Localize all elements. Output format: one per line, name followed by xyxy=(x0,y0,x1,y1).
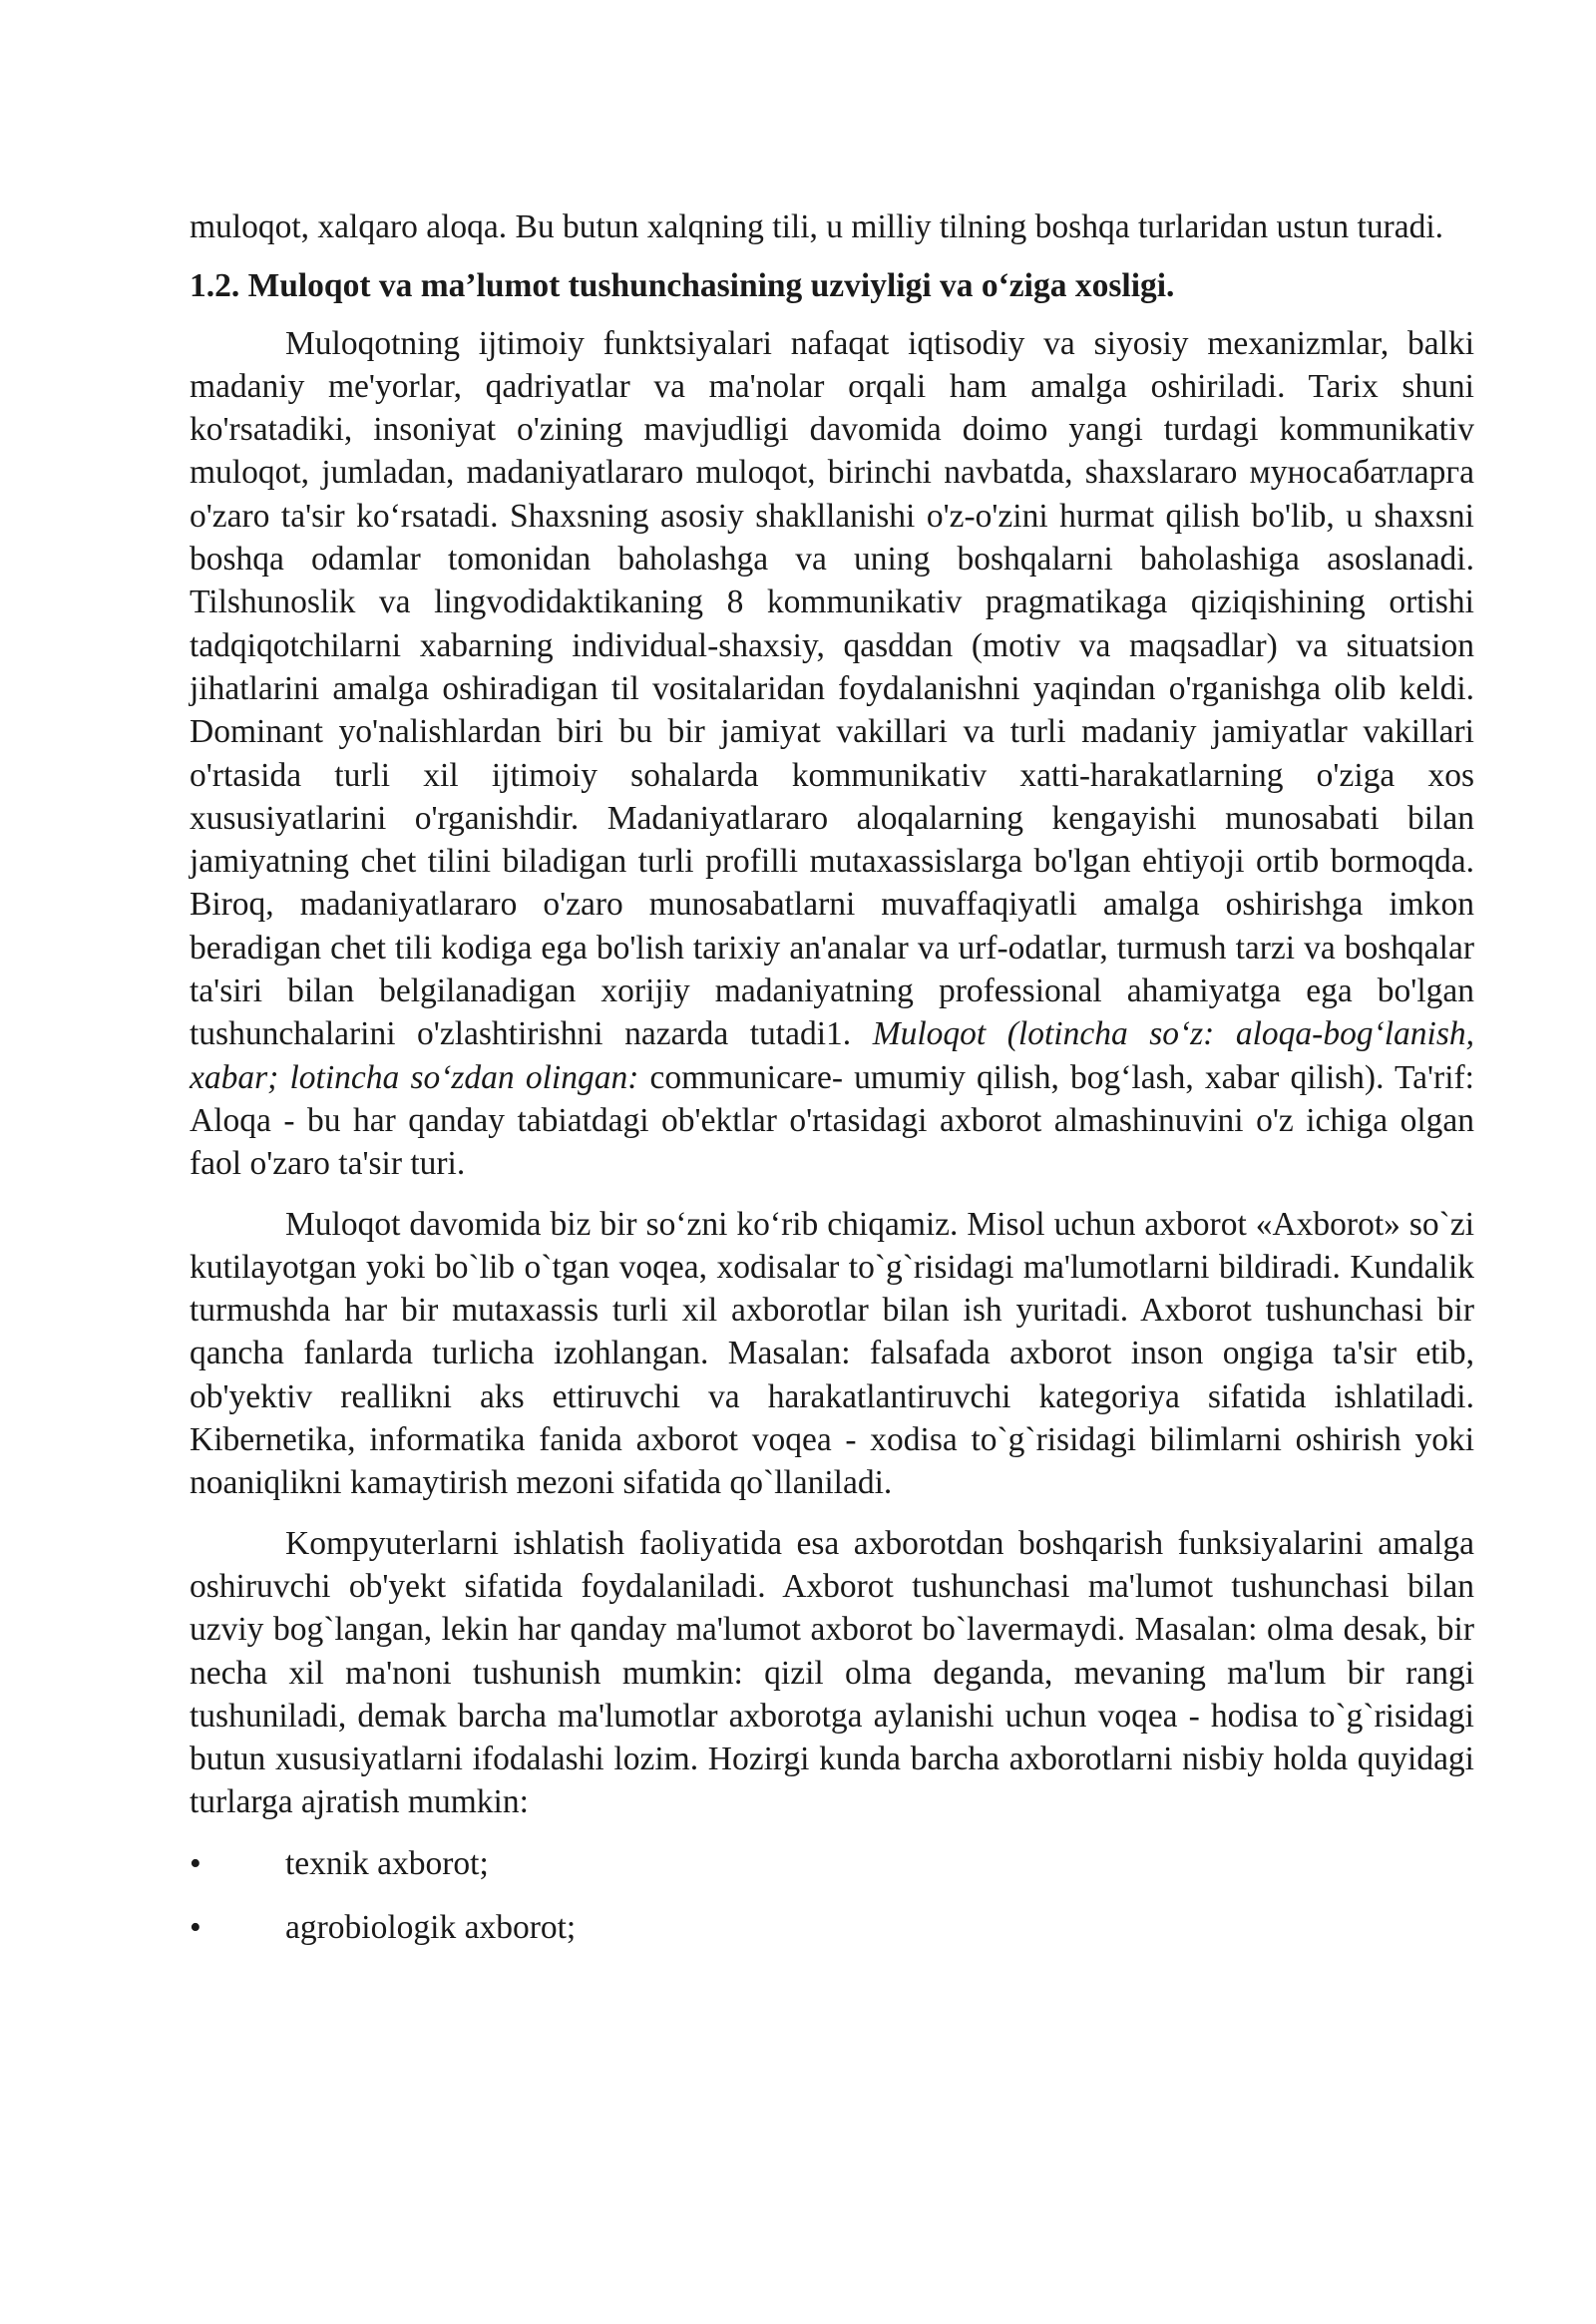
list-item xyxy=(190,1842,1474,1885)
bullet-icon: • xyxy=(190,1844,201,1882)
list-item-text: agrobiologik axborot; xyxy=(285,1908,577,1946)
paragraph-2: Muloqot davomida biz bir so‘zni ko‘rib chiqamiz. Misol uchun axborot «Axborot» so`zi kutilayotgan yoki bo`lib o`tgan voqea, xodisalar to`g`risidagi ma'lumotlarni bildiradi. Kundalik turmushda har bir mutaxassis turli xil axborotlar bilan ish yuritadi. Axborot tushunchasi bir qancha fanlarda turlicha izohlangan. Masalan: falsafada axborot inson ongiga ta'sir etib, ob'yektiv reallikni aks ettiruvchi va harakatlantiruvchi kategoriya sifatida ishlatiladi. Kibernetika, informatika fanida axborot voqea - xodisa to`g`risidagi bilimlarni oshirish yoki noaniqlikni kamaytirish mezoni sifatida qo`llaniladi. xyxy=(190,1205,1474,1502)
paragraph-1-text-a: Muloqotning ijtimoiy funktsiyalari nafaqat iqtisodiy va siyosiy mexanizmlar, balki madaniy me'yorlar, qadriyatlar va ma'nolar orqali ham amalga oshiriladi. Tarix shuni ko'rsatadiki, insoniyat o'zining mavjudligi davomida doimo yangi turdagi kommunikativ muloqot, jumladan, madaniyatlararo muloqot, birinchi navbatda, shaxslararo муносабатларга o'zaro ta'sir ko‘rsatadi. Shaxsning asosiy shakllanishi o'z-o'zini hurmat qilish bo'lib, u shaxsni boshqa odamlar tomonidan baholashga va uning boshqalarni baholashiga asoslanadi. Tilshunoslik va lingvodidaktikaning 8 kommunikativ pragmatikaga qiziqishining ortishi tadqiqotchilarni xabarning individual-shaxsiy, qasddan (motiv va maqsadlar) va situatsion jihatlarini amalga oshiradigan til vositalaridan foydalanishni yaqindan o'rganishga olib keldi. Dominant yo'nalishlardan biri bu bir jamiyat vakillari va turli madaniy jamiyatlar vakillari o'rtasida turli xil ijtimoiy sohalarda kommunikativ xatti-harakatlarning o'ziga xos xususiyatlarini o'rganishdir. Madaniyatlararo aloqalarning kengayishi munosabati bilan jamiyatning chet tilini biladigan turli profilli mutaxassislarga bo'lgan ehtiyoji ortib bormoqda. Biroq, madaniyatlararo o'zaro munosabatlarni muvaffaqiyatli amalga oshirishga imkon beradigan chet tili kodiga ega bo'lish tarixiy an'analar va urf-odatlar, turmush tarzi va boshqalar ta'siri bilan belgilanadigan xorijiy madaniyatning professional ahamiyatga ega bo'lgan tushunchalarini o'zlashtirishni nazarda tutadi1. xyxy=(190,324,1474,1053)
section-heading: 1.2. Muloqot va ma’lumot tushunchasining uzviyligi va o‘ziga xosligi. xyxy=(190,267,1175,305)
paragraph-3: Kompyuterlarni ishlatish faoliyatida esa axborotdan boshqarish funksiyalarini amalga oshiruvchi ob'yekt sifatida foydalaniladi. Axborot tushunchasi ma'lumot tushunchasi bilan uzviy bog`langan, lekin har qanday ma'lumot axborot bo`lavermaydi. Masalan: olma desak, bir necha xil ma'noni tushunish mumkin: qizil olma deganda, mevaning ma'lum bir rangi tushuniladi, demak barcha ma'lumotlar axborotga aylanishi uchun voqea - hodisa to`g`risidagi butun xususiyatlarni ifodalashi lozim. Hozirgi kunda barcha axborotlarni nisbiy holda quyidagi turlarga ajratish mumkin: xyxy=(190,1524,1474,1821)
bullet-list xyxy=(190,1842,1474,1950)
document-page xyxy=(190,205,1474,1970)
list-item-text: texnik axborot; xyxy=(285,1844,489,1882)
paragraph-1-italic-text: Muloqot (lotincha so‘z: aloqa-bog‘lanish, xabar; lotincha so‘zdan olingan: xyxy=(190,1015,1475,1096)
intro-paragraph: muloqot, xalqaro aloqa. Bu butun xalqning tili, u milliy tilning boshqa turlaridan ustun turadi. xyxy=(190,208,1444,245)
list-item xyxy=(190,1906,1474,1949)
bullet-icon: • xyxy=(190,1908,201,1946)
paragraph-1 xyxy=(190,322,1474,1186)
paragraph-1-text-b: communicare- umumiy qilish, bog‘lash, xabar qilish). Ta'rif: Aloqa - bu har qanday tabiatdagi ob'ektlar o'rtasidagi axborot almashinuvini o'z ichiga olgan faol o'zaro ta'sir turi. xyxy=(190,1058,1474,1183)
